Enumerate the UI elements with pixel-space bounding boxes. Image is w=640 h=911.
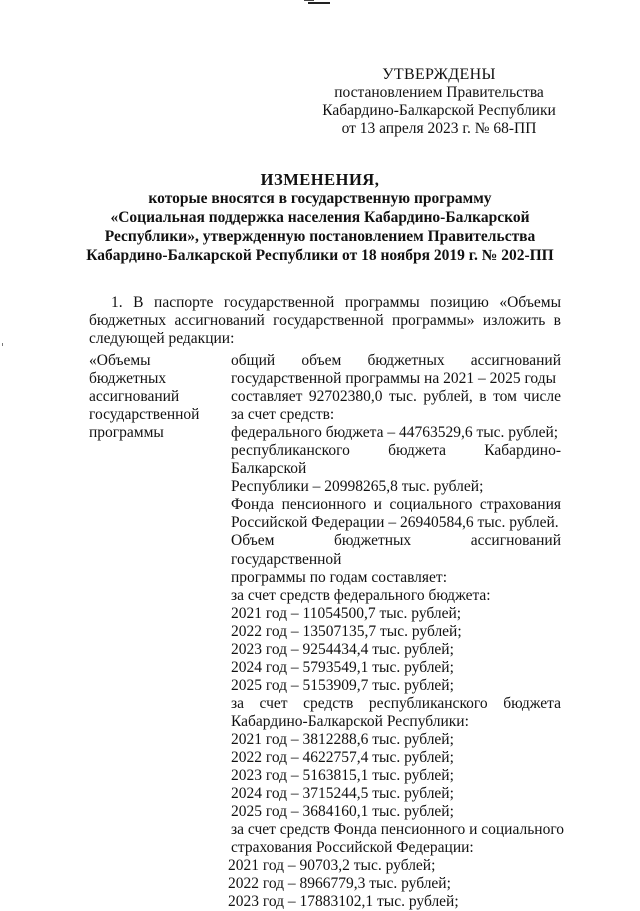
page-mark xyxy=(304,0,314,1)
content-line: 2024 год – 5793549,1 тыс. рублей; xyxy=(231,658,454,676)
label-line: программы xyxy=(89,424,164,441)
content-line: Кабардино-Балкарской Республики: xyxy=(231,712,469,730)
content-line: 2024 год – 3715244,5 тыс. рублей; xyxy=(231,785,454,803)
content-line: общий объем бюджетных ассигнований xyxy=(231,352,561,369)
content-line: 2023 год – 17883102,1 тыс. рублей; xyxy=(228,893,459,911)
title-main: ИЗМЕНЕНИЯ, xyxy=(260,170,380,189)
content-line: программы по годам составляет: xyxy=(231,568,448,586)
content-line: 2025 год – 5153909,7 тыс. рублей; xyxy=(231,676,454,694)
content-line: Объем бюджетных ассигнований государственной xyxy=(231,532,561,568)
paragraph-1: 1. В паспорте государственной программы позицию «Объемы бюджетных ассигнований государственной программы» изложить в следующей редакции: xyxy=(89,294,561,347)
content-line: 2022 год – 13507135,7 тыс. рублей; xyxy=(231,622,462,640)
content-line: Республики – 20998265,8 тыс. рублей; xyxy=(231,478,484,496)
content-line: 2025 год – 3684160,1 тыс. рублей; xyxy=(231,803,454,821)
title-line: которые вносятся в государственную программу xyxy=(148,190,492,207)
title-line: Республики», утвержденную постановлением Правительства xyxy=(104,228,536,245)
content-line: 2021 год – 11054500,7 тыс. рублей; xyxy=(231,604,462,622)
approval-line: постановлением Правительства xyxy=(334,84,544,101)
page-mark xyxy=(308,2,330,4)
label-line: ассигнований xyxy=(89,388,180,405)
label-line: бюджетных xyxy=(89,370,167,387)
approval-line: Кабардино-Балкарской Республики xyxy=(322,102,556,119)
table-label-cell xyxy=(89,352,221,442)
content-line: 2022 год – 8966779,3 тыс. рублей; xyxy=(228,875,451,893)
content-line: за счет средств: xyxy=(231,406,335,424)
label-line: государственной xyxy=(89,406,200,423)
content-line: республиканского бюджета Кабардино-Балкарской xyxy=(231,442,561,478)
content-line: 2023 год – 9254434,4 тыс. рублей; xyxy=(231,640,454,658)
label-line: «Объемы xyxy=(89,352,151,369)
content-line: за счет средств республиканского бюджета xyxy=(231,694,561,712)
content-line: 2021 год – 3812288,6 тыс. рублей; xyxy=(231,730,454,748)
title-line: Кабардино-Балкарской Республики от 18 ноября 2019 г. № 202-ПП xyxy=(86,247,554,264)
table-content-cell xyxy=(228,352,565,911)
margin-mark xyxy=(2,343,3,346)
content-line: государственной программы на 2021 – 2025 годы xyxy=(231,370,557,388)
content-line: федерального бюджета – 44763529,6 тыс. рублей; xyxy=(231,424,559,442)
content-line: составляет 92702380,0 тыс. рублей, в том числе xyxy=(231,388,561,406)
content-line: за счет средств Фонда пенсионного и социального xyxy=(231,821,565,839)
content-line: 2021 год – 90703,2 тыс. рублей; xyxy=(228,857,436,875)
content-line: за счет средств федерального бюджета: xyxy=(231,586,491,604)
content-line: 2022 год – 4622757,4 тыс. рублей; xyxy=(231,749,454,767)
approval-line: от 13 апреля 2023 г. № 68-ПП xyxy=(341,120,537,137)
content-line: Фонда пенсионного и социального страхования xyxy=(231,496,561,514)
approval-stamp xyxy=(314,66,564,138)
approval-heading: УТВЕРЖДЕНЫ xyxy=(382,66,496,83)
content-line: страхования Российской Федерации: xyxy=(231,839,474,857)
content-line: 2023 год – 5163815,1 тыс. рублей; xyxy=(231,767,454,785)
title-line: «Социальная поддержка населения Кабардино-Балкарской xyxy=(110,209,530,226)
document-title xyxy=(70,170,570,265)
content-line: Российской Федерации – 26940584,6 тыс. рублей. xyxy=(231,514,559,532)
